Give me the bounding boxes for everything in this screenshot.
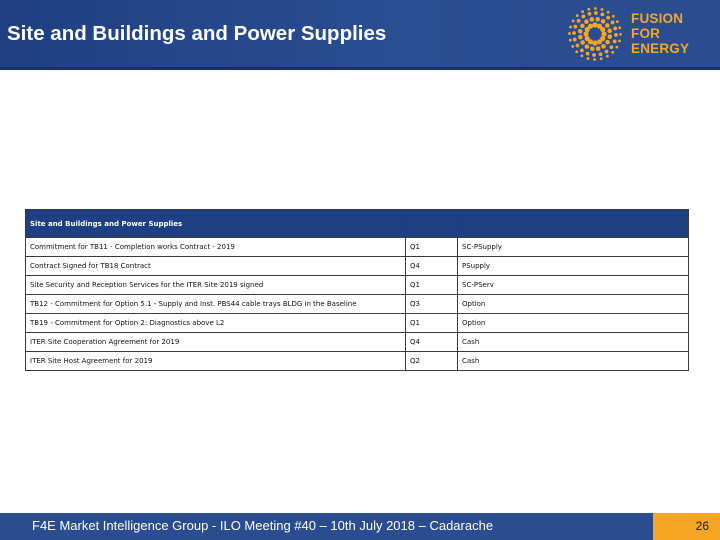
logo-dot — [592, 53, 596, 57]
logo-dot — [572, 19, 575, 22]
logo-dot — [595, 17, 600, 22]
logo-dot — [610, 45, 614, 49]
logo-dot — [584, 19, 589, 24]
logo-dot — [573, 25, 577, 29]
table-row — [26, 257, 689, 276]
logo-dot — [601, 8, 604, 11]
quarter-cell: Q1 — [406, 314, 458, 333]
table-header-row — [26, 210, 689, 238]
logo-line: FOR — [631, 26, 661, 41]
logo-dot — [601, 12, 605, 16]
logo-dot — [599, 52, 603, 56]
logo-dot — [614, 33, 618, 37]
table-row — [26, 238, 689, 257]
logo-dot — [569, 26, 572, 29]
logo-dot — [615, 46, 618, 49]
logo-dot — [580, 49, 584, 53]
logo-dot — [571, 45, 574, 48]
logo-dot — [605, 40, 610, 45]
logo-line: FUSION — [631, 11, 684, 26]
type-cell: SC-PSupply — [458, 238, 689, 257]
logo-dot — [588, 12, 592, 16]
quarter-cell: Q4 — [406, 257, 458, 276]
logo-dot — [596, 46, 601, 51]
logo-dot — [572, 31, 576, 35]
logo-dot — [611, 51, 614, 54]
logo-dot — [578, 29, 583, 34]
logo-dot — [577, 19, 581, 23]
logo-dot — [600, 57, 603, 60]
logo-dot — [593, 58, 596, 61]
milestone-cell: TB12 - Commitment for Option 5.1 - Supply and Inst. PBS44 cable trays BLDG in the Baseline — [26, 295, 406, 314]
table-header-cell: Site and Buildings and Power Supplies — [26, 210, 406, 238]
quarter-cell: Q2 — [406, 352, 458, 371]
milestone-cell: Contract Signed for TB18 Contract — [26, 257, 406, 276]
page-number: 26 — [695, 519, 709, 533]
milestone-cell: ITER Site Host Agreement for 2019 — [26, 352, 406, 371]
logo-dot — [618, 26, 621, 29]
logo-dot — [569, 39, 572, 42]
logo-dot — [576, 44, 580, 48]
logo-dot — [607, 34, 612, 39]
logo-dot — [601, 31, 606, 36]
quarter-cell: Q1 — [406, 276, 458, 295]
logo-dot — [585, 44, 590, 49]
logo-dot — [578, 35, 583, 40]
type-cell: Cash — [458, 352, 689, 371]
logo-dot — [601, 19, 606, 24]
quarter-cell: Q1 — [406, 238, 458, 257]
table-header-cell — [458, 210, 689, 238]
logo-dot — [611, 21, 615, 25]
logo-dot — [607, 11, 610, 14]
slide-title: Site and Buildings and Power Supplies — [7, 22, 387, 45]
logo-wordmark — [631, 11, 689, 56]
logo-dot — [568, 32, 571, 35]
table-row — [26, 314, 689, 333]
type-cell: Cash — [458, 333, 689, 352]
milestone-cell: ITER Site Cooperation Agreement for 2019 — [26, 333, 406, 352]
logo-line: ENERGY — [631, 41, 690, 56]
logo-dot — [590, 46, 595, 51]
logo-dot — [582, 15, 586, 19]
logo-dot — [592, 22, 597, 27]
logo-dot — [605, 50, 609, 54]
type-cell: PSupply — [458, 257, 689, 276]
header-divider — [0, 67, 720, 70]
table-row — [26, 333, 689, 352]
table-row — [26, 276, 689, 295]
quarter-cell: Q3 — [406, 295, 458, 314]
type-cell: Option — [458, 314, 689, 333]
logo-dot — [618, 40, 621, 43]
logo-dot — [573, 38, 577, 42]
logo-dot — [576, 14, 579, 17]
logo-dot — [607, 29, 612, 34]
logo-dot — [616, 20, 619, 23]
milestone-cell: Commitment for TB11 - Completion works Contract - 2019 — [26, 238, 406, 257]
fusion-for-energy-logo-icon — [568, 7, 622, 61]
logo-dot — [588, 24, 593, 29]
logo-dot — [580, 40, 585, 45]
logo-dot — [594, 7, 597, 10]
logo-dot — [597, 39, 602, 44]
logo-dot — [587, 8, 590, 11]
logo-dot — [583, 31, 588, 36]
logo-dot — [605, 23, 610, 28]
quarter-cell: Q4 — [406, 333, 458, 352]
logo-dot — [600, 27, 605, 32]
footer-caption: F4E Market Intelligence Group - ILO Meeting #40 – 10th July 2018 – Cadarache — [32, 518, 494, 533]
schedule-table — [25, 209, 689, 371]
table-row — [26, 352, 689, 371]
logo-dot — [590, 17, 595, 22]
logo-dot — [580, 54, 583, 57]
table-header-cell — [406, 210, 458, 238]
table-row — [26, 295, 689, 314]
logo-dot — [585, 36, 590, 41]
type-cell: SC-PServ — [458, 276, 689, 295]
logo-dot — [581, 10, 584, 13]
logo-dot — [601, 44, 606, 49]
type-cell: Option — [458, 295, 689, 314]
logo-dot — [613, 40, 617, 44]
logo-dot — [575, 50, 578, 53]
logo-dot — [613, 27, 617, 31]
logo-dot — [594, 11, 598, 15]
logo-dot — [619, 33, 622, 36]
milestone-cell: TB19 - Commitment for Option 2: Diagnostics above L2 — [26, 314, 406, 333]
logo-dot — [580, 24, 585, 29]
logo-dot — [606, 16, 610, 20]
logo-dot — [612, 15, 615, 18]
logo-dot — [586, 52, 590, 56]
logo-dot — [587, 57, 590, 60]
logo-dot — [592, 40, 597, 45]
logo-dot — [606, 55, 609, 58]
milestone-cell: Site Security and Reception Services for the ITER Site 2019 signed — [26, 276, 406, 295]
